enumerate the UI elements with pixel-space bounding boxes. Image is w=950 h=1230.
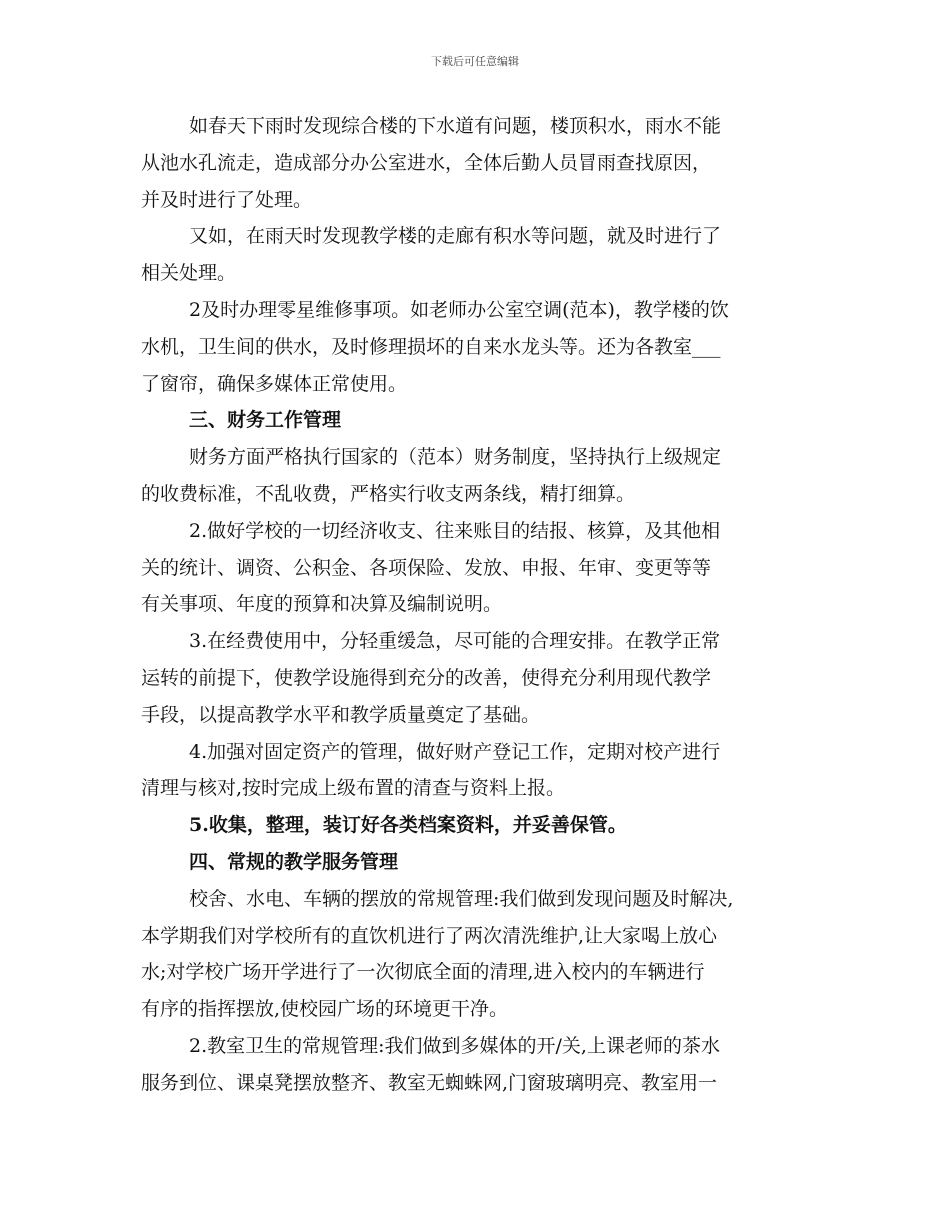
body-line: 服务到位、课桌凳摆放整齐、教室无蜘蛛网,门窗玻璃明亮、教室用一: [141, 1071, 718, 1094]
section-heading: 三、财务工作管理: [189, 409, 342, 432]
body-line: 有序的指挥摆放,使校园广场的环境更干净。: [141, 998, 509, 1021]
body-line: 清理与核对,按时完成上级布置的清查与资料上报。: [141, 777, 566, 800]
page-header-note: 下载后可任意编辑: [431, 55, 519, 68]
body-line: 4.加强对固定资产的管理，做好财产登记工作，定期对校产进行: [189, 740, 721, 763]
body-line: 如春天下雨时发现综合楼的下水道有问题，楼顶积水，雨水不能: [189, 115, 722, 137]
body-line: 手段，以提高教学水平和教学质量奠定了基础。: [141, 703, 541, 726]
body-line: 2及时办理零星维修事项。如老师办公室空调(范本)，教学楼的饮: [189, 298, 729, 321]
body-line: 3.在经费使用中，分轻重缓急，尽可能的合理安排。在教学正常: [189, 630, 721, 653]
bold-item-line: 5.收集，整理，装订好各类档案资料，并妥善保管。: [189, 814, 627, 837]
body-line: 了窗帘，确保多媒体正常使用。: [141, 372, 408, 395]
body-line: 财务方面严格执行国家的（范本）财务制度，坚持执行上级规定: [189, 446, 722, 469]
body-line: 有关事项、年度的预算和决算及编制说明。: [141, 593, 503, 616]
body-line: 本学期我们对学校所有的直饮机进行了两次清洗维护,让大家喝上放心: [141, 924, 718, 947]
body-line: 运转的前提下，使教学设施得到充分的改善，使得充分利用现代教学: [141, 666, 712, 689]
body-line: 2.教室卫生的常规管理:我们做到多媒体的开/关,上课老师的茶水: [189, 1034, 720, 1057]
body-line: 2.做好学校的一切经济收支、往来账目的结报、核算，及其他相: [189, 519, 721, 542]
body-line: 的收费标准，不乱收费，严格实行收支两条线，精打细算。: [141, 482, 636, 505]
document-body: [141, 108, 821, 1102]
body-line: 水;对学校广场开学进行了一次彻底全面的清理,进入校内的车辆进行: [141, 961, 705, 984]
body-line: 相关处理。: [141, 262, 237, 285]
body-line: 并及时进行了处理。: [141, 188, 313, 211]
body-line: 关的统计、调资、公积金、各项保险、发放、申报、年审、变更等等: [141, 556, 712, 579]
body-line: 水机，卫生间的供水，及时修理损坏的自来水龙头等。还为各教室___: [141, 335, 721, 358]
body-line: 从池水孔流走，造成部分办公室进水，全体后勤人员冒雨查找原因，: [141, 151, 712, 174]
body-line: 又如，在雨天时发现教学楼的走廊有积水等问题，就及时进行了: [189, 225, 722, 248]
body-line: 校舍、水电、车辆的摆放的常规管理:我们做到发现问题及时解决,: [189, 887, 734, 910]
section-heading: 四、常规的教学服务管理: [189, 850, 399, 873]
